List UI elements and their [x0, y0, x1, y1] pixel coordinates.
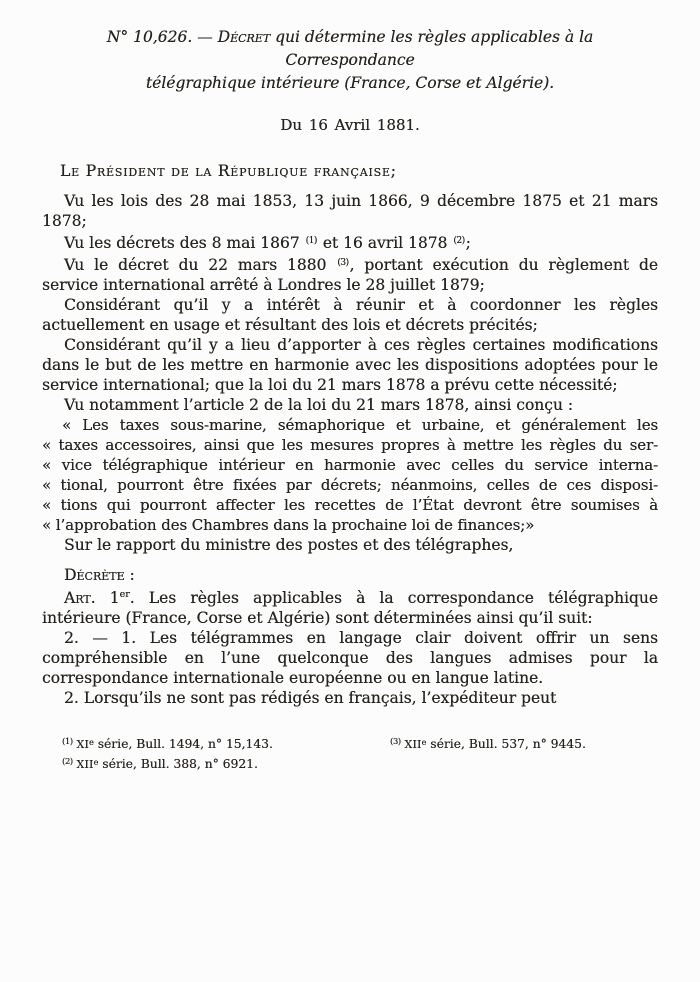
para-considerant-2: Considérant qu’il y a lieu d’apporter à ces règles certaines modifications dans le but de les mettre en harmonie avec les dispositions adoptées pour le service international; que la loi du 21 mars 1878 a prévu cette nécessité; [42, 336, 658, 394]
quoted-law-text [42, 415, 658, 535]
headline-title-rest: qui détermine les règles applicables à la Correspondance [270, 28, 594, 69]
para-article-1 [42, 585, 658, 628]
para-vu-decrets-text-a: Vu les décrets des 8 mai 1867 [64, 234, 305, 252]
decree-word: Décret [217, 28, 271, 46]
footnote-2 [62, 754, 390, 774]
quote-line: « l’approbation des Chambres dans la prochaine loi de finances;» [42, 516, 535, 534]
salutation: Le Président de la République française; [60, 162, 397, 180]
footnote-2-marker: (2) [62, 756, 73, 767]
footnote-2-text: série, Bull. 388, n° 6921. [98, 756, 258, 771]
footnotes-right-column [390, 734, 658, 773]
para-vu-decret-1880-text-a: Vu le décret du 22 mars 1880 [64, 256, 337, 274]
decree-number: N° 10,626. — [106, 28, 218, 46]
para-vu-decret-1880-text-b: , portant exécution du règlement de service international arrêté à Londres le 28 juillet 1879; [42, 256, 658, 294]
quote-line: « taxes accessoires, ainsi que les mesures propres à mettre les règles du ser- [42, 436, 658, 454]
article-1-label: Art. 1 [64, 589, 120, 607]
article-1-text: . Les règles applicables à la correspondance télégraphique intérieure (France, Corse et Algérie) sont déterminées ainsi qu’il suit: [42, 589, 659, 627]
quote-line: « tional, pourront être fixées par décrets; néanmoins, celles de ces disposi- [42, 476, 658, 494]
footnote-ref-1: (1) [305, 236, 317, 246]
decree-headline [42, 26, 658, 95]
headline-line-2: télégraphique intérieure (France, Corse et Algérie). [145, 74, 555, 92]
footnote-ref-2: (2) [453, 236, 465, 246]
footnote-3-text: série, Bull. 537, n° 9445. [426, 737, 586, 751]
para-rapport: Sur le rapport du ministre des postes et des télégraphes, [64, 536, 514, 554]
para-vu-decrets [42, 231, 658, 253]
para-item-2-1: 2. — 1. Les télégrammes en langage clair doivent offrir un sens compréhensible en l’une quelconque des langues admises pour la correspondance internationale européenne ou en langue latine. [42, 629, 658, 687]
footnote-1-text: série, Bull. 1494, n° 15,143. [93, 737, 273, 751]
footnote-3-series: XII [404, 738, 422, 751]
footnote-ref-3: (3) [337, 258, 349, 268]
footnote-1 [62, 734, 390, 754]
quote-line: « tions qui pourront affecter les recettes de l’État devront être soumises à [42, 496, 658, 514]
para-vu-article-2: Vu notamment l’article 2 de la loi du 21 mars 1878, ainsi conçu : [64, 396, 574, 414]
date-line: Du 16 Avril 1881. [280, 116, 420, 134]
article-1-superscript: er [119, 589, 130, 600]
footnote-2-series: XII [76, 757, 94, 771]
para-considerant-1: Considérant qu’il y a intérêt à réunir et à coordonner les règles actuellement en usage et résultant des lois et décrets précités; [42, 296, 658, 334]
decrete-heading: Décrète : [64, 566, 135, 584]
footnote-3-marker: (3) [390, 737, 401, 747]
footnote-3 [390, 734, 658, 754]
para-vu-lois: Vu les lois des 28 mai 1853, 13 juin 1866, 9 décembre 1875 et 21 mars 1878; [42, 192, 658, 230]
footnotes [62, 734, 658, 773]
footnotes-left-column [62, 734, 390, 773]
headline-line-1 [42, 26, 658, 72]
footnote-1-marker: (1) [62, 737, 73, 747]
para-item-2-2: 2. Lorsqu’ils ne sont pas rédigés en français, l’expéditeur peut [64, 689, 557, 707]
footnote-1-series-sup: e [89, 738, 94, 747]
para-vu-decrets-text-b: et 16 avril 1878 [317, 234, 453, 252]
footnote-3-series-sup: e [421, 738, 427, 747]
quote-line: « Les taxes sous-marine, sémaphorique et urbaine, et généralement les [62, 416, 658, 434]
quote-line: « vice télégraphique intérieur en harmonie avec celles du service interna- [42, 456, 658, 474]
para-vu-decrets-text-c: ; [465, 234, 471, 252]
footnote-1-series: XI [76, 738, 90, 751]
para-vu-decret-1880 [42, 253, 658, 295]
footnote-2-series-sup: e [93, 757, 99, 767]
